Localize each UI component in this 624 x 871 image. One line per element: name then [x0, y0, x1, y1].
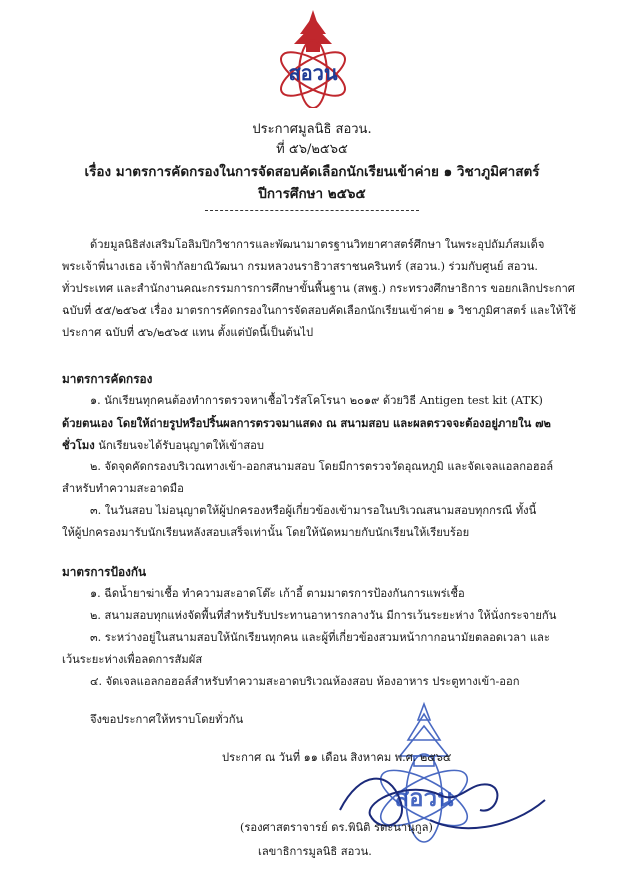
screening-item-1-line: ๑. นักเรียนทุกคนต้องทำการตรวจหาเชื้อไวรัสโคโรนา ๒๐๑๙ ด้วยวิธี Antigen test kit (ATK)	[90, 394, 543, 407]
prevention-item-2: ๒. สนามสอบทุกแห่งจัดพื้นที่สำหรับรับประทานอาหารกลางวัน มีการเว้นระยะห่าง ให้นั่งกระจายกัน	[90, 609, 557, 622]
screening-title: มาตรการคัดกรอง	[62, 372, 153, 386]
intro-line: พระเจ้าพี่นางเธอ เจ้าฟ้ากัลยาณิวัฒนา กรมหลวงนราธิวาสราชนครินทร์ (สอวน.) ร่วมกับศูนย์ สอวน.	[62, 260, 538, 273]
prevention-title: มาตรการป้องกัน	[62, 565, 147, 579]
intro-line: ทั่วประเทศ และสำนักงานคณะกรรมการการศึกษาขั้นพื้นฐาน (สพฐ.) กระทรวงศึกษาธิการ ขอยกเลิกประกาศ	[62, 282, 575, 295]
posn-logo-icon	[268, 8, 358, 108]
prevention-item-1: ๑. ฉีดน้ำยาฆ่าเชื้อ ทำความสะอาดโต๊ะ เก้าอี้ ตามมาตรการป้องกันการแพร่เชื้อ	[90, 587, 465, 600]
logo-text: สอวน	[288, 61, 338, 85]
prevention-item-4: ๔. จัดเจลแอลกอฮอล์สำหรับทำความสะอาดบริเวณห้องสอบ ห้องอาหาร ประตูทางเข้า-ออก	[90, 675, 520, 688]
announcement-issuer: ประกาศมูลนิธิ สอวน.	[252, 122, 372, 137]
prevention-items	[62, 583, 596, 693]
screening-item-2-line: ๒. จัดจุดคัดกรองบริเวณทางเข้า-ออกสนามสอบ โดยมีการตรวจวัดอุณหภูมิ และจัดเจลแอลกอฮอล์	[90, 460, 554, 473]
screening-item-3-line: ให้ผู้ปกครองมารับนักเรียนหลังสอบเสร็จเท่านั้น โดยให้นัดหมายกับนักเรียนให้เรียบร้อย	[62, 526, 470, 539]
announcement-date: ประกาศ ณ วันที่ ๑๑ เดือน สิงหาคม พ.ศ. ๒๕๖๕	[222, 751, 452, 764]
announcement-subject: เรื่อง มาตรการคัดกรองในการจัดสอบคัดเลือกนักเรียนเข้าค่าย ๑ วิชาภูมิศาสตร์	[84, 164, 540, 180]
closing-statement: จึงขอประกาศให้ทราบโดยทั่วกัน	[90, 713, 244, 726]
header-divider	[205, 210, 419, 211]
signer-name: (รองศาสตราจารย์ ดร.พินิติ รตะนานุกูล)	[240, 821, 433, 834]
screening-item-2-line: สำหรับทำความสะอาดมือ	[62, 482, 184, 495]
screening-item-3-line: ๓. ในวันสอบ ไม่อนุญาตให้ผู้ปกครองหรือผู้เกี่ยวข้องเข้ามารอในบริเวณสนามสอบทุกกรณี ทั้งนี้	[90, 504, 537, 517]
intro-line: ประกาศ ฉบับที่ ๕๖/๒๕๖๕ แทน ตั้งแต่บัดนี้เป็นต้นไป	[62, 326, 314, 339]
seal-text: สอวน	[394, 784, 454, 812]
prevention-item-3-cont: เว้นระยะห่างเพื่อลดการสัมผัส	[62, 653, 203, 666]
signer-position: เลขาธิการมูลนิธิ สอวน.	[258, 845, 372, 858]
intro-line: ฉบับที่ ๕๕/๒๕๖๕ เรื่อง มาตรการคัดกรองในการจัดสอบคัดเลือกนักเรียนเข้าค่าย ๑ วิชาภูมิศาสตร์ และให้ใช้	[62, 304, 576, 317]
intro-paragraph	[62, 234, 596, 344]
prevention-item-3: ๓. ระหว่างอยู่ในสนามสอบให้นักเรียนทุกคน และผู้ที่เกี่ยวข้องสวมหน้ากากอนามัยตลอดเวลา และ	[90, 631, 550, 644]
screening-item-1-hours: ชั่วโมง	[62, 438, 95, 452]
academic-year: ปีการศึกษา ๒๕๖๕	[258, 186, 366, 202]
intro-line: ด้วยมูลนิธิส่งเสริมโอลิมปิกวิชาการและพัฒนามาตรฐานวิทยาศาสตร์ศึกษา ในพระอุปถัมภ์สมเด็จ	[90, 238, 545, 251]
screening-item-1-rest: นักเรียนจะได้รับอนุญาตให้เข้าสอบ	[94, 439, 264, 452]
screening-item-1	[62, 390, 596, 457]
screening-item-3	[62, 500, 596, 544]
screening-item-1-line: ด้วยตนเอง โดยให้ถ่ายรูปหรือปริ้นผลการตรวจมาแสดง ณ สนามสอบ และผลตรวจจะต้องอยู่ภายใน ๗๒	[62, 416, 551, 430]
announcement-number: ที่ ๕๖/๒๕๖๕	[276, 142, 348, 157]
screening-item-2	[62, 456, 596, 500]
